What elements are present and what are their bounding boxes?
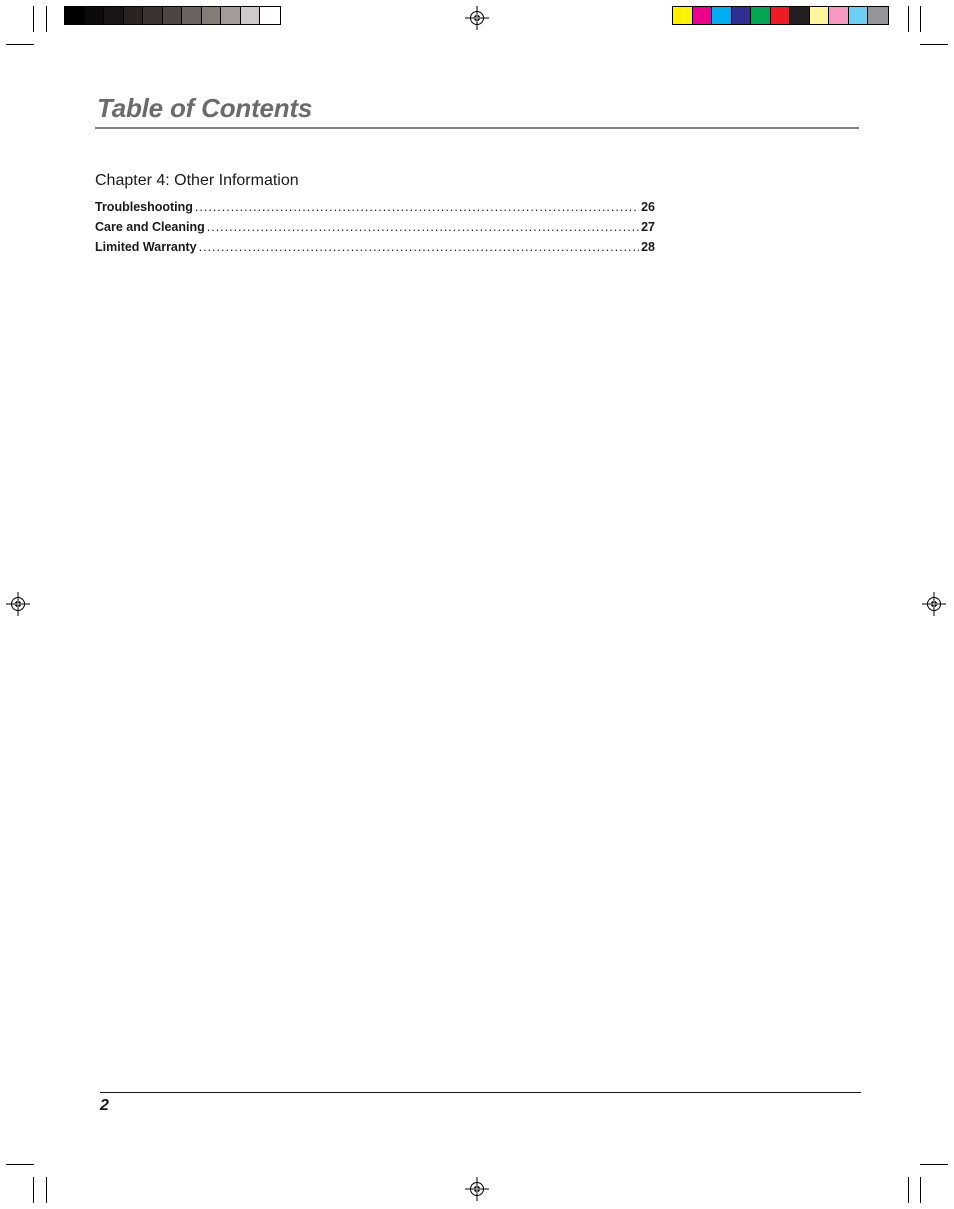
- registration-target-icon: [922, 592, 946, 616]
- toc-list: [95, 200, 655, 260]
- registration-target-icon: [6, 592, 30, 616]
- chapter-heading: Chapter 4: Other Information: [95, 172, 299, 189]
- crop-mark: [908, 1177, 909, 1203]
- toc-entry-label: Limited Warranty: [95, 240, 197, 254]
- color-swatch: [104, 7, 124, 24]
- toc-entry-limited-warranty[interactable]: [95, 240, 655, 260]
- crop-mark: [6, 1164, 34, 1165]
- dot-leader: [199, 240, 639, 254]
- color-swatch: [751, 7, 771, 24]
- color-swatch: [868, 7, 888, 24]
- color-swatch: [732, 7, 752, 24]
- color-swatch: [260, 7, 280, 24]
- toc-entry-page: 27: [641, 220, 655, 234]
- color-swatch: [221, 7, 241, 24]
- crop-mark: [920, 1177, 921, 1203]
- crop-mark: [6, 44, 34, 45]
- color-swatch: [143, 7, 163, 24]
- crop-mark: [46, 6, 47, 32]
- crop-mark: [33, 1177, 34, 1203]
- crop-mark: [33, 6, 34, 32]
- process-color-swatch-bar: [672, 6, 889, 25]
- color-swatch: [163, 7, 183, 24]
- page-title: Table of Contents: [97, 93, 313, 123]
- registration-target-icon: [465, 6, 489, 30]
- color-swatch: [849, 7, 869, 24]
- dot-leader: [207, 220, 639, 234]
- color-swatch: [790, 7, 810, 24]
- color-swatch: [693, 7, 713, 24]
- color-swatch: [124, 7, 144, 24]
- crop-mark: [920, 1164, 948, 1165]
- registration-target-icon: [465, 1177, 489, 1201]
- dot-leader: [195, 200, 639, 214]
- toc-entry-troubleshooting[interactable]: [95, 200, 655, 220]
- color-swatch: [65, 7, 85, 24]
- footer-divider: [100, 1092, 861, 1093]
- grayscale-swatch-bar: [64, 6, 281, 25]
- toc-entry-page: 28: [641, 240, 655, 254]
- color-swatch: [182, 7, 202, 24]
- crop-mark: [920, 44, 948, 45]
- color-swatch: [829, 7, 849, 24]
- color-swatch: [673, 7, 693, 24]
- crop-mark: [908, 6, 909, 32]
- toc-entry-care-and-cleaning[interactable]: [95, 220, 655, 240]
- color-swatch: [771, 7, 791, 24]
- toc-entry-page: 26: [641, 200, 655, 214]
- page-number: 2: [100, 1097, 109, 1114]
- toc-entry-label: Troubleshooting: [95, 200, 193, 214]
- color-swatch: [85, 7, 105, 24]
- color-swatch: [810, 7, 830, 24]
- toc-entry-label: Care and Cleaning: [95, 220, 205, 234]
- color-swatch: [202, 7, 222, 24]
- crop-mark: [46, 1177, 47, 1203]
- color-swatch: [241, 7, 261, 24]
- crop-mark: [920, 6, 921, 32]
- title-divider: [95, 127, 859, 129]
- color-swatch: [712, 7, 732, 24]
